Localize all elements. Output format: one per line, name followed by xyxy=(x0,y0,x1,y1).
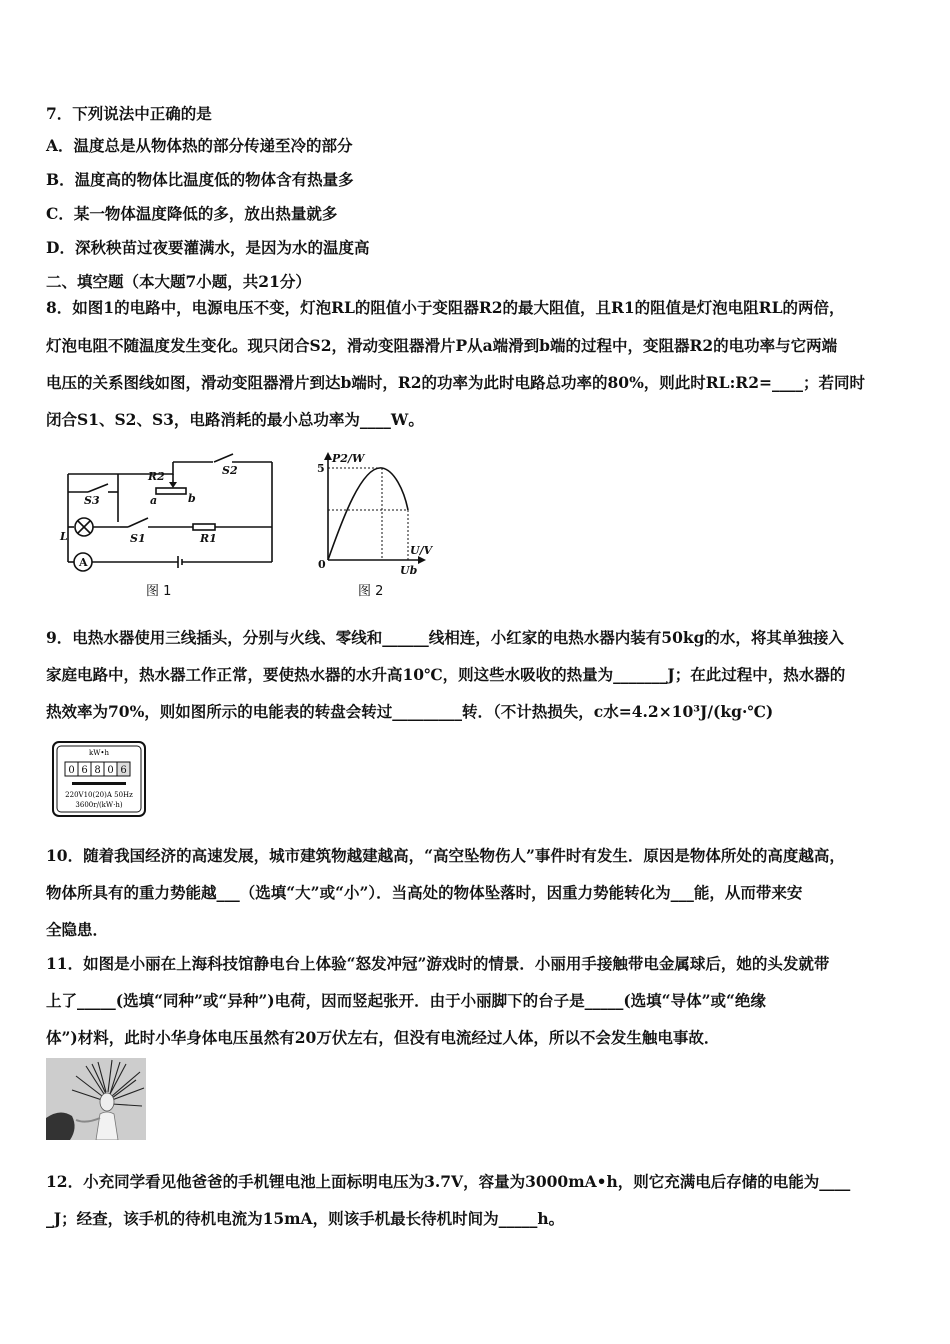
power-voltage-graph xyxy=(312,450,442,582)
q8-line: 8．如图1的电路中，电源电压不变，灯泡RL的阻值小于变阻器R2的最大阻值，且R1的阻值是灯泡电阻RL的两倍， xyxy=(46,298,845,317)
fig1-caption: 图 1 xyxy=(146,584,172,599)
q9-line: 9．电热水器使用三线插头，分别与火线、零线和______线相连，小红家的电热水器内装有50kg的水，将其单独接入 xyxy=(46,628,844,647)
q8-line: 灯泡电阻不随温度发生变化。现只闭合S2，滑动变阻器滑片P从a端滑到b端的过程中，变阻器R2的电功率与它两端 xyxy=(46,336,838,355)
q10-line: 物体所具有的重力势能越___（选填“大”或“小”）．当高处的物体坠落时，因重力势能转化为___能，从而带来安 xyxy=(46,883,803,902)
meter-rating: 220V10(20)A 50Hz xyxy=(65,791,133,799)
fig2-origin: 0 xyxy=(318,558,326,571)
q10-line: 10．随着我国经济的高速发展，城市建筑物越建越高，“高空坠物伤人”事件时有发生．原因是物体所处的高度越高， xyxy=(46,846,845,865)
fig1-label-s2: S2 xyxy=(222,464,238,477)
q8-line: 闭合S1、S2、S3，电路消耗的最小总功率为____W。 xyxy=(46,410,424,429)
q12-line: _J；经查，该手机的待机电流为15mA，则该手机最长待机时间为_____h。 xyxy=(46,1209,565,1228)
q7-option-b: B．温度高的物体比温度低的物体含有热量多 xyxy=(46,170,354,189)
fig2-y-axis-label: P2/W xyxy=(332,452,365,465)
meter-digit: 6 xyxy=(81,765,88,776)
q8-line: 电压的关系图线如图，滑动变阻器滑片到达b端时，R2的功率为此时电路总功率的80%，则此时RL:R2=____；若同时 xyxy=(46,373,865,392)
fig1-label-ammeter: A xyxy=(79,556,88,569)
fig2-x-mark: Ub xyxy=(400,564,418,577)
q7-option-c: C．某一物体温度降低的多，放出热量就多 xyxy=(46,204,338,223)
circuit-figure xyxy=(48,452,280,582)
q7-stem: 7．下列说法中正确的是 xyxy=(46,104,212,123)
static-hair-photo xyxy=(46,1058,146,1140)
q9-line: 家庭电路中，热水器工作正常，要使热水器的水升高10℃，则这些水吸收的热量为_______J；在此过程中，热水器的 xyxy=(46,665,846,684)
q10-line: 全隐患． xyxy=(46,920,109,939)
q9-line: 热效率为70%，则如图所示的电能表的转盘会转过_________转．（不计热损失，c水=4.2×10³J/(kg·℃) xyxy=(46,702,774,721)
q7-option-d: D．深秋秧苗过夜要灌满水，是因为水的温度高 xyxy=(46,238,370,257)
meter-constant: 3600r/(kW·h) xyxy=(75,801,123,809)
meter-digit: 0 xyxy=(107,765,114,776)
section-title: 二、填空题（本大题7小题，共21分） xyxy=(46,272,311,291)
q12-line: 12．小充同学看见他爸爸的手机锂电池上面标明电压为3.7V，容量为3000mA•h，则它充满电后存储的电能为____ xyxy=(46,1172,851,1191)
meter-digit: 6 xyxy=(120,765,127,776)
fig1-label-l: L xyxy=(60,530,68,543)
meter-digit: 8 xyxy=(94,765,101,776)
meter-unit: kW•h xyxy=(88,749,110,757)
q11-line: 11．如图是小丽在上海科技馆静电台上体验“怒发冲冠”游戏时的情景．小丽用手接触带电金属球后，她的头发就带 xyxy=(46,954,830,973)
q11-line: 体”)材料，此时小华身体电压虽然有20万伏左右，但没有电流经过人体，所以不会发生触电事故． xyxy=(46,1028,720,1047)
q11-line: 上了_____(选填“同种”或“异种”)电荷，因而竖起张开．由于小丽脚下的台子是_____(选填“导体”或“绝缘 xyxy=(46,991,766,1010)
fig1-label-s1: S1 xyxy=(130,532,146,545)
fig1-label-r1: R1 xyxy=(200,532,217,545)
fig2-caption: 图 2 xyxy=(358,584,384,599)
fig1-label-r2: R2 xyxy=(148,470,165,483)
energy-meter-figure xyxy=(52,741,146,817)
fig2-y-tick: 5 xyxy=(317,462,325,475)
q7-option-a: A．温度总是从物体热的部分传递至冷的部分 xyxy=(46,136,353,155)
fig2-x-axis-label: U/V xyxy=(410,544,433,557)
fig1-label-b: b xyxy=(188,492,196,505)
meter-digit: 0 xyxy=(68,765,75,776)
fig1-label-a: a xyxy=(150,494,158,507)
fig1-label-s3: S3 xyxy=(84,494,100,507)
